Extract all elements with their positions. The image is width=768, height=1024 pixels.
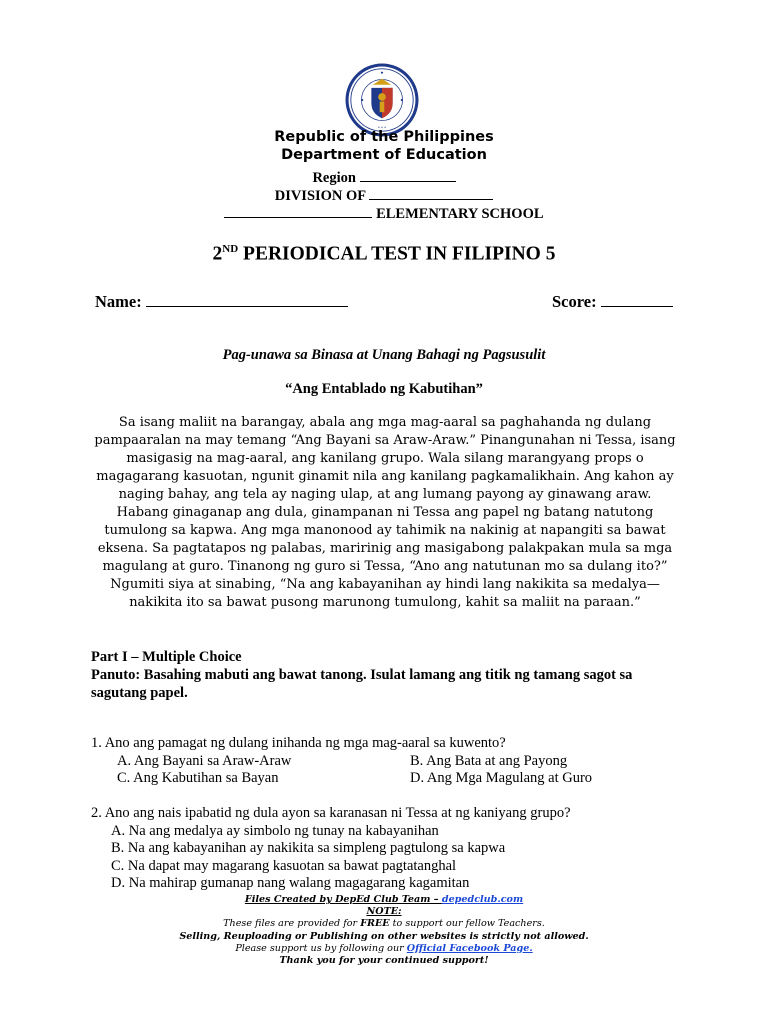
- footer-credit: [0, 894, 768, 906]
- school-line: [0, 203, 768, 223]
- options-grid: [91, 753, 711, 788]
- footer-support-line: [0, 943, 768, 955]
- option-c: C. Na dapat may magarang kasuotan sa bawat pagtatanghal: [111, 857, 457, 874]
- score-field: [552, 290, 673, 312]
- region-blank: [360, 167, 456, 182]
- title-text: PERIODICAL TEST IN FILIPINO 5: [238, 243, 556, 265]
- footer-support-pre: Please support us by following our: [235, 942, 407, 954]
- option-a: A. Ang Bayani sa Araw-Araw: [117, 752, 292, 769]
- option-c: C. Ang Kabutihan sa Bayan: [117, 770, 279, 786]
- option-d: D. Na mahirap gumanap nang walang magagarang kagamitan: [111, 875, 470, 891]
- footer-credit-text: Files Created by DepEd Club Team –: [244, 894, 442, 905]
- options-list: [91, 823, 711, 893]
- footer-warning: Selling, Reuploading or Publishing on other websites is strictly not allowed.: [179, 930, 589, 942]
- question-text: 2. Ano ang nais ipabatid ng dula ayon sa karanasan ni Tessa at ng kaniyang grupo?: [91, 805, 571, 821]
- deped-seal-icon: [344, 62, 420, 138]
- score-blank: [601, 290, 673, 307]
- title-ordinal-suffix: ND: [222, 243, 239, 255]
- option-b: B. Ang Bata at ang Payong: [410, 752, 568, 769]
- option-a: A. Na ang medalya ay simbolo ng tunay na kabayanihan: [111, 822, 439, 839]
- question-1: [91, 735, 711, 788]
- division-blank: [369, 185, 493, 200]
- story-paragraph-1: Sa isang maliit na barangay, abala ang mga mag-aaral sa paghahanda ng dulang pampaaralan na may temang “Ang Bayani sa Araw-Araw.” Pinangunahan ni Tessa, isang masigasig na mag-aaral, ang kanilang grupo. Wala silang marangyang props o magagarang kasuotan, ngunit ginamit nila ang kanilang pagkamalikhain. Ang kahon ay naging bahay, ang tela ay naging ulap, at ang lumang payong ay ginawang araw.: [94, 415, 676, 502]
- region-label: Region: [312, 170, 356, 186]
- footer-note-label: NOTE:: [366, 906, 402, 918]
- title-ordinal: 2: [212, 243, 223, 265]
- part1-instructions: Panuto: Basahing mabuti ang bawat tanong. Isulat lamang ang titik ng tamang sagot sa sagutang papel.: [91, 667, 633, 701]
- division-line: [0, 185, 768, 205]
- name-field: [95, 290, 348, 312]
- svg-text:* * *: * * *: [377, 124, 387, 130]
- footer-free-pre: These files are provided for: [223, 918, 361, 930]
- depedclub-link[interactable]: depedclub.com: [441, 894, 524, 905]
- footer-free-post: to support our fellow Teachers.: [389, 918, 545, 930]
- footer-free-bold: FREE: [360, 918, 390, 930]
- footer-thanks: Thank you for your continued support!: [279, 955, 489, 967]
- question-2: [91, 805, 711, 893]
- footer-notice: [0, 894, 768, 967]
- republic-heading: Republic of the Philippines: [274, 129, 494, 145]
- footer-free-line: [0, 918, 768, 930]
- school-label: ELEMENTARY SCHOOL: [376, 206, 544, 222]
- section-subtitle: Pag-unawa sa Binasa at Unang Bahagi ng Pagsusulit: [222, 347, 546, 363]
- test-title: [0, 243, 768, 266]
- score-label: Score:: [552, 292, 597, 311]
- story-title: “Ang Entablado ng Kabutihan”: [285, 381, 483, 397]
- region-line: [0, 167, 768, 187]
- school-blank: [224, 203, 372, 218]
- division-label: DIVISION OF: [274, 188, 366, 204]
- story-body: [88, 414, 682, 612]
- name-blank: [146, 290, 348, 307]
- story-paragraph-2: Habang ginaganap ang dula, ginampanan ni Tessa ang papel ng batang natutong tumulong sa kapwa. Ang mga manonood ay tahimik na nakinig at napangiti sa bawat eksena. Sa pagtatapos ng palabas, maririnig ang masigabong palakpakan mula sa mga magulang at guro. Tinanong ng guro si Tessa, “Ano ang natutunan mo sa dulang ito?” Ngumiti siya at sinabing, “Na ang kabayanihan ay hindi lang nakikita sa medalya—nakikita ito sa bawat pusong marunong tumulong, kahit sa maliit na paraan.”: [97, 505, 673, 610]
- department-heading: Department of Education: [281, 147, 487, 163]
- part1-heading: Part I – Multiple Choice: [91, 649, 242, 665]
- question-text: 1. Ano ang pamagat ng dulang inihanda ng mga mag-aaral sa kuwento?: [91, 735, 506, 751]
- facebook-page-link[interactable]: Official Facebook Page.: [406, 942, 533, 954]
- name-label: Name:: [95, 292, 142, 311]
- option-b: B. Na ang kabayanihan ay nakikita sa simpleng pagtulong sa kapwa: [111, 840, 506, 856]
- option-d: D. Ang Mga Magulang at Guro: [410, 770, 593, 786]
